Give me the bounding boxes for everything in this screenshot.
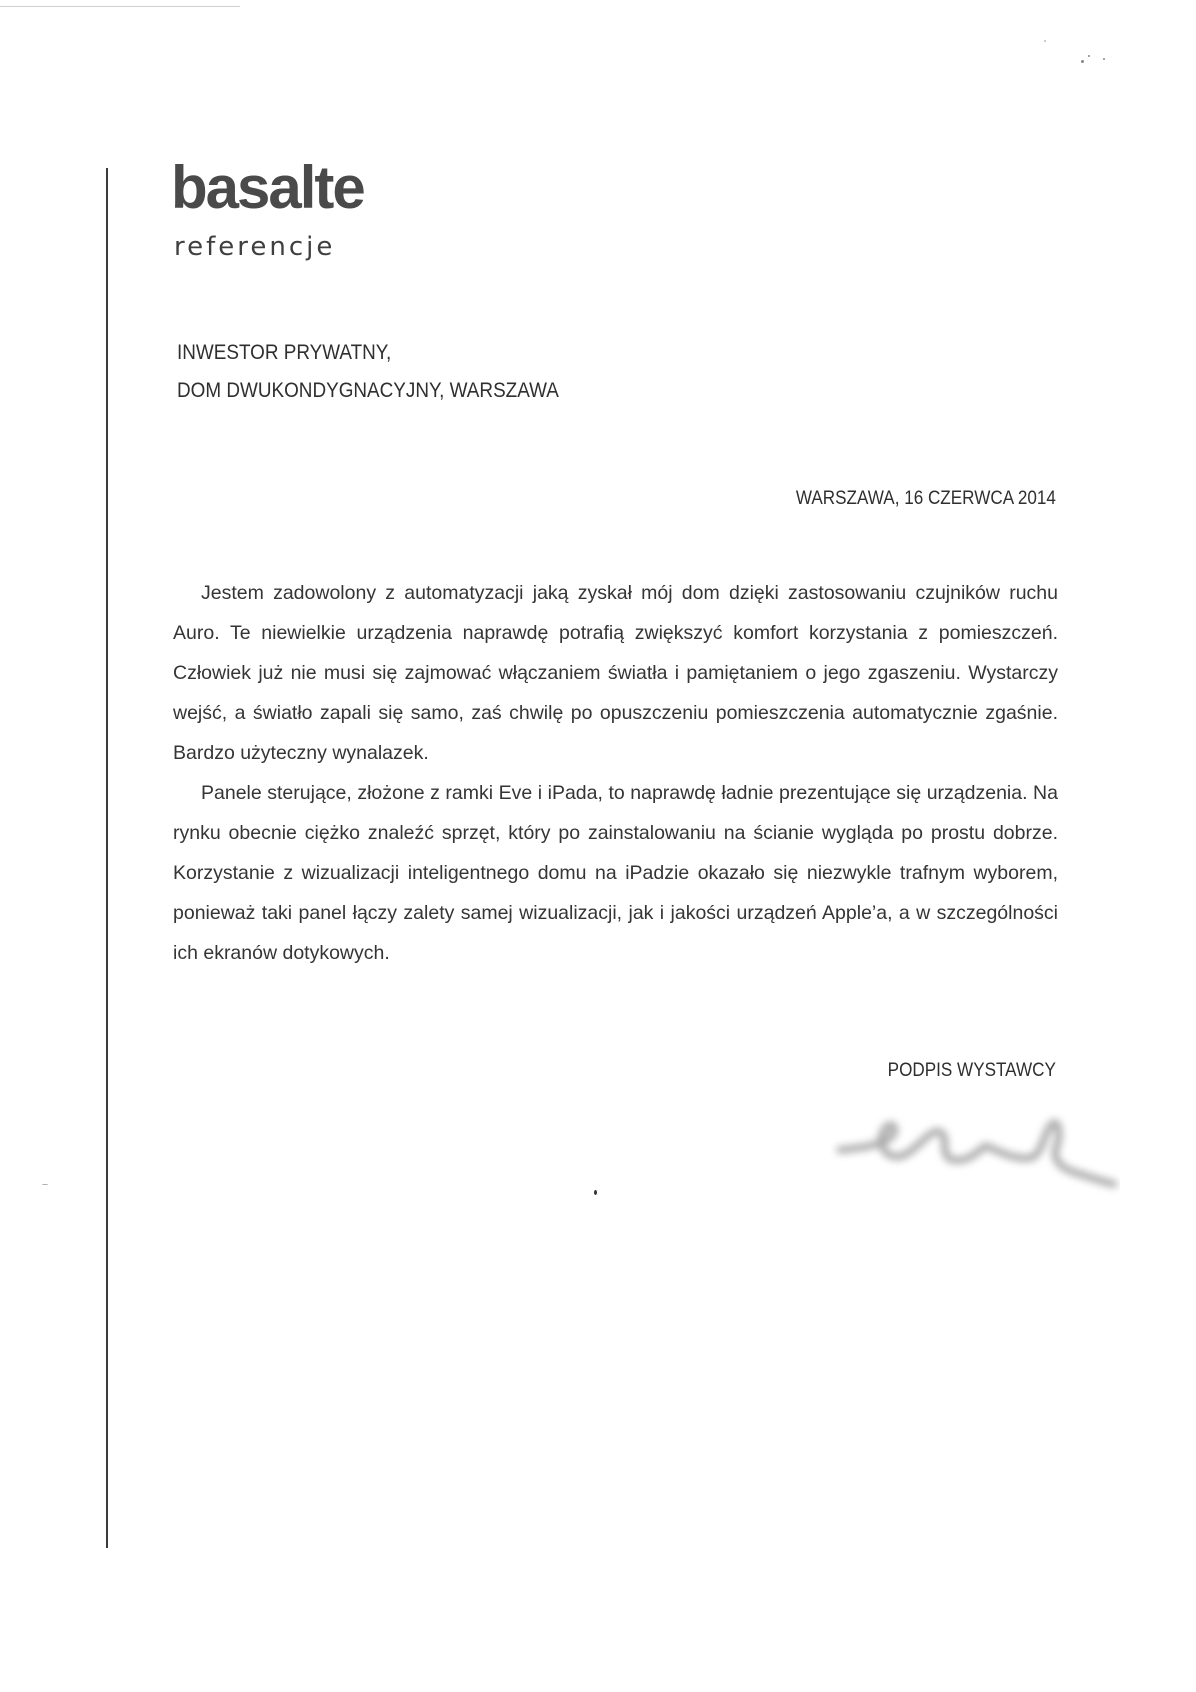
recipient-line-1: INWESTOR PRYWATNY,	[177, 341, 392, 364]
body-paragraph-2: Panele sterujące, złożone z ramki Eve i iPada, to naprawdę ładnie prezentujące się urządzenia. Na rynku obecnie ciężko znaleźć sprzęt, który po zainstalowaniu na ścianie wygląda po prostu dobrze. Korzystanie z wizualizacji inteligentnego domu na iPadzie okazało się niezwykle trafnym wyborem, ponieważ taki panel łączy zalety samej wizualizacji, jak i jakości urządzeń Apple’a, a w szczególności ich ekranów dotykowych.	[173, 782, 1058, 964]
left-margin-rule	[106, 168, 108, 1548]
place-and-date: WARSZAWA, 16 CZERWCA 2014	[795, 488, 1056, 509]
recipient-line-2: DOM DWUKONDYGNACYJNY, WARSZAWA	[177, 379, 559, 402]
top-edge-rule	[0, 6, 240, 7]
scan-speck	[1081, 60, 1084, 63]
scan-speck	[594, 1190, 597, 1195]
scan-speck	[1044, 40, 1046, 42]
company-logo: basalte	[171, 154, 364, 221]
document-type-label: referencje	[174, 232, 336, 262]
scan-speck	[1088, 55, 1090, 57]
signature-label: PODPIS WYSTAWCY	[887, 1060, 1056, 1081]
scan-speck	[1103, 58, 1105, 60]
letter-body	[173, 573, 1058, 973]
recipient-block	[177, 334, 559, 410]
handwritten-signature-image	[830, 1088, 1120, 1198]
body-paragraph-1: Jestem zadowolony z automatyzacji jaką zyskał mój dom dzięki zastosowaniu czujników ruchu Auro. Te niewielkie urządzenia naprawdę potrafią zwiększyć komfort korzystania z pomieszczeń. Człowiek już nie musi się zajmować włączaniem światła i pamiętaniem o jego zgaszeniu. Wystarczy wejść, a światło zapali się samo, zaś chwilę po opuszczeniu pomieszczenia automatycznie zgaśnie. Bardzo użyteczny wynalazek.	[173, 582, 1058, 764]
scan-speck	[42, 1184, 48, 1185]
